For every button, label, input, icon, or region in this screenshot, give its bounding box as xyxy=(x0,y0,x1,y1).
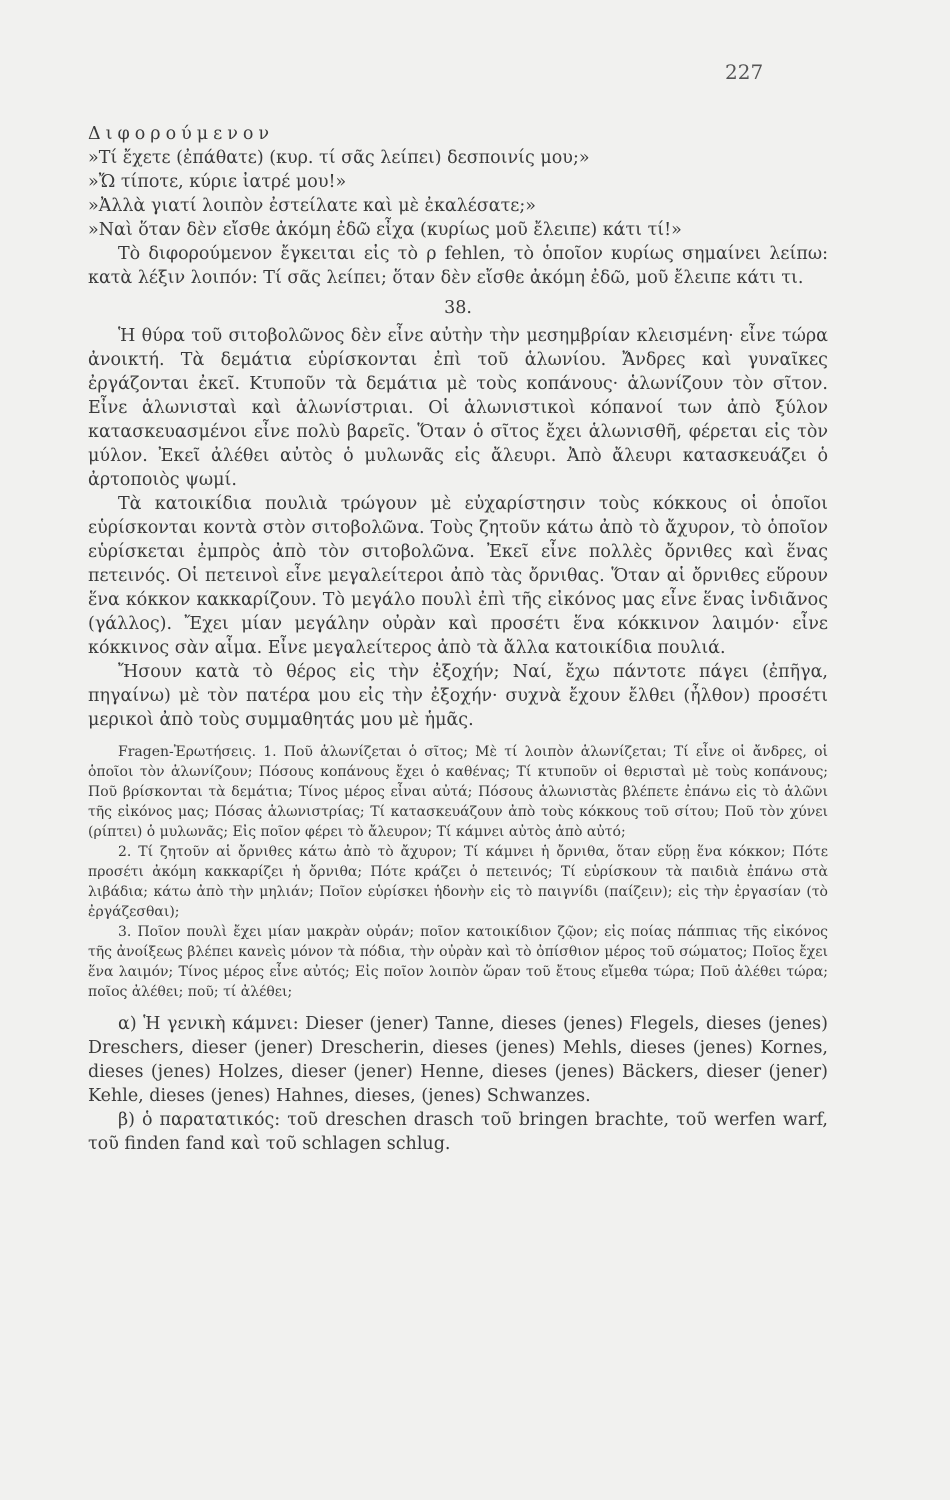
lesson-number: 38. xyxy=(444,298,472,318)
exercise-b: β) ὁ παρατατικός: τοῦ dreschen drasch τοῦ bringen brachte, τοῦ werfen warf, τοῦ finden fand καὶ τοῦ schlagen schlug. xyxy=(88,1110,828,1154)
dialogue-line: »Ἀλλὰ γιατί λοιπὸν ἐστείλατε καὶ μὲ ἐκαλέσατε;» xyxy=(88,196,536,216)
questions-1: Fragen-Ἐρωτήσεις. 1. Ποῦ ἁλωνίζεται ὁ σῖτος; Μὲ τί λοιπὸν ἁλωνίζεται; Τί εἶνε οἱ ἄνδρες, οἱ ὁποῖοι τὸν ἁλωνίζουν; Πόσους κοπάνους ἔχει ὁ καθένας; Τί κτυποῦν οἱ θερισταὶ μὲ τοὺς κοπάνους; Ποῦ βρίσκονται τὰ δεμάτια; Τίνος μέρος εἶναι αὐτά; Πόσους ἁλωνιστὰς βλέπετε ἐπάνω εἰς τὸ ἁλῶνι τῆς εἰκόνος μας; Πόσας ἁλωνιστρίας; Τί κατασκευάζουν ἀπὸ τοὺς κόκκους τοῦ σίτου; Ποῦ τὸν χύνει (ρίπτει) ὁ μυλωνᾶς; Εἰς ποῖον φέρει τὸ ἄλευρον; Τί κάμνει αὐτὸς ἀπὸ αὐτό; xyxy=(88,744,828,840)
section-heading: Διφορούμενον xyxy=(88,124,275,144)
page-body xyxy=(88,122,828,1156)
paragraph-3: Ἤσουν κατὰ τὸ θέρος εἰς τὴν ἐξοχήν; Ναί, ἔχω πάντοτε πάγει (ἐπῆγα, πηγαίνω) μὲ τὸν πατέρα μου εἰς τὴν ἐξοχήν· συχνὰ ἔχουν ἔλθει (ἦλθον) προσέτι μερικοὶ ἀπὸ τοὺς συμμαθητάς μου μὲ ἡμᾶς. xyxy=(88,662,828,730)
explanation-paragraph: Τὸ διφορούμενον ἔγκειται εἰς τὸ ρ fehlen, τὸ ὁποῖον κυρίως σημαίνει λείπω: κατὰ λέξιν λοιπόν: Τί σᾶς λείπει; ὅταν δὲν εἴσθε ἀκόμη ἐδῶ, μοῦ ἔλειπε κάτι τι. xyxy=(88,244,828,288)
paragraph-2: Τὰ κατοικίδια πουλιὰ τρώγουν μὲ εὐχαρίστησιν τοὺς κόκκους οἱ ὁποῖοι εὑρίσκονται κοντὰ στὸν σιτοβολῶνα. Τοὺς ζητοῦν κάτω ἀπὸ τὸ ἄχυρον, τὸ ὁποῖον εὑρίσκεται ἐμπρὸς ἀπὸ τὸν σιτοβολῶνα. Ἐκεῖ εἶνε πολλὲς ὄρνιθες καὶ ἕνας πετεινός. Οἱ πετεινοὶ εἶνε μεγαλείτεροι ἀπὸ τὰς ὄρνιθας. Ὅταν αἱ ὄρνιθες εὕρουν ἕνα κόκκον κακκαρίζουν. Τὸ μεγάλο πουλὶ ἐπὶ τῆς εἰκόνος μας εἶνε ἕνας ἰνδιᾶνος (γάλλος). Ἔχει μίαν μεγάλην οὐρὰν καὶ προσέτι ἕνα κόκκινον λαιμόν· εἶνε κόκκινος σὰν αἷμα. Εἶνε μεγαλείτερος ἀπὸ τὰ ἄλλα κατοικίδια πουλιά. xyxy=(88,494,828,658)
page-number: 227 xyxy=(725,60,764,84)
dialogue-line: »Ὤ τίποτε, κύριε ἰατρέ μου!» xyxy=(88,172,347,192)
questions-3: 3. Ποῖον πουλὶ ἔχει μίαν μακρὰν οὐράν; ποῖον κατοικίδιον ζῷον; εἰς ποίας πάππιας τῆς εἰκόνος τῆς ἀνοίξεως βλέπει κανεὶς μόνον τὰ πόδια, τὴν οὐρὰν καὶ τὸ ὀπίσθιον μέρος τοῦ σώματος; Ποῖος ἔχει ἕνα λαιμόν; Τίνος μέρος εἶνε αὐτός; Εἰς ποῖον λοιπὸν ὥραν τοῦ ἔτους εἴμεθα τώρα; Ποῦ ἀλέθει τώρα; ποῖος ἀλέθει; ποῦ; τί ἀλέθει; xyxy=(88,924,828,1000)
exercise-a: α) Ἡ γενικὴ κάμνει: Dieser (jener) Tanne, dieses (jenes) Flegels, dieses (jenes) Dreschers, dieser (jener) Drescherin, dieses (jenes) Mehls, dieses (jenes) Kornes, dieses (jenes) Holzes, dieser (jener) Henne, dieses (jenes) Bäckers, dieser (jener) Kehle, dieses (jenes) Hahnes, dieses, (jenes) Schwanzes. xyxy=(88,1014,828,1106)
questions-2: 2. Τί ζητοῦν αἱ ὄρνιθες κάτω ἀπὸ τὸ ἄχυρον; Τί κάμνει ἡ ὄρνιθα, ὅταν εὕρῃ ἕνα κόκκον; Πότε προσέτι ἀκόμη κακκαρίζει ἡ ὄρνιθα; Πότε κράζει ὁ πετεινός; Τί εὑρίσκουν τὰ παιδιὰ ἐπάνω στὰ λιβάδια; κάτω ἀπὸ τὴν μηλιάν; Ποῖον εὑρίσκει ἡδονὴν εἰς τὸ παιγνίδι (παίζειν); εἰς τὴν ἐργασίαν (τὸ ἐργάζεσθαι); xyxy=(88,844,828,920)
dialogue-line: »Ναὶ ὅταν δὲν εἴσθε ἀκόμη ἐδῶ εἶχα (κυρίως μοῦ ἔλειπε) κάτι τί!» xyxy=(88,220,682,240)
paragraph-1: Ἡ θύρα τοῦ σιτοβολῶνος δὲν εἶνε αὐτὴν τὴν μεσημβρίαν κλεισμένη· εἶνε τώρα ἀνοικτή. Τὰ δεμάτια εὑρίσκονται ἐπὶ τοῦ ἁλωνίου. Ἄνδρες καὶ γυναῖκες ἐργάζονται ἐκεῖ. Κτυποῦν τὰ δεμάτια μὲ τοὺς κοπάνους· ἁλωνίζουν τὸν σῖτον. Εἶνε ἁλωνισταὶ καὶ ἁλωνίστριαι. Οἱ ἁλωνιστικοὶ κόπανοί των ἀπὸ ξύλον κατασκευασμένοι εἶνε πολὺ βαρεῖς. Ὅταν ὁ σῖτος ἔχει ἁλωνισθῆ, φέρεται εἰς τὸν μύλον. Ἐκεῖ ἀλέθει αὐτὸς ὁ μυλωνᾶς εἰς ἄλευρι. Ἀπὸ ἄλευρι κατασκευάζει ὁ ἀρτοποιὸς ψωμί. xyxy=(88,326,828,490)
dialogue-line: »Τί ἔχετε (ἐπάθατε) (κυρ. τί σᾶς λείπει) δεσποινίς μου;» xyxy=(88,148,590,168)
